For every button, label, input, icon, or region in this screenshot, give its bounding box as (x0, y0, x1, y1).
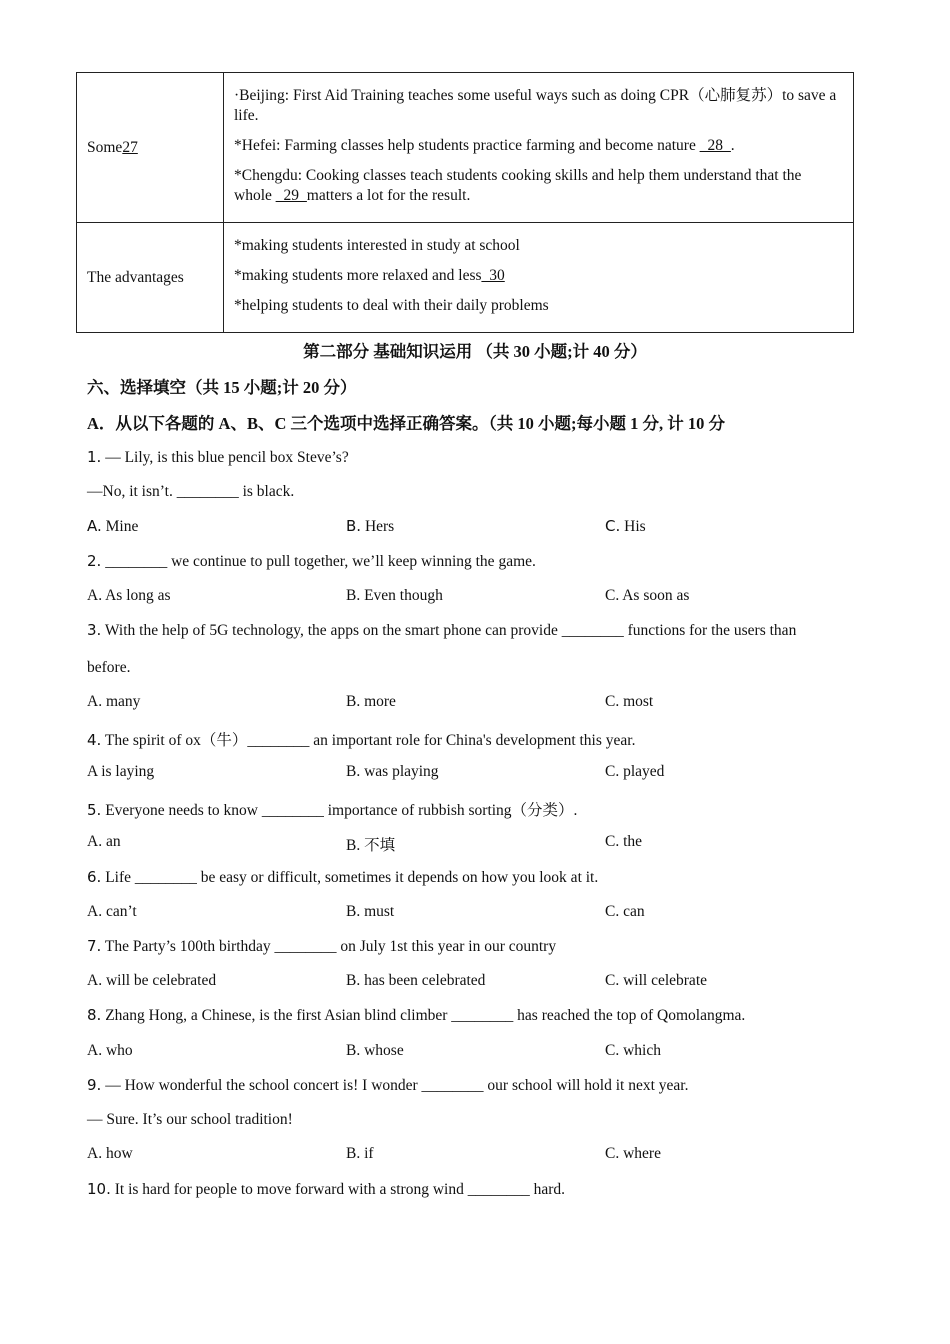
option-a[interactable]: A is laying (87, 763, 155, 780)
item-text: *helping students to deal with their daily problems (234, 297, 549, 314)
option-c[interactable] (605, 517, 646, 536)
option-b[interactable]: B. was playing (346, 763, 439, 780)
question-text: Everyone needs to know ________ importance of rubbish sorting（分类）. (101, 802, 578, 819)
question-1 (87, 448, 349, 467)
content-item (234, 236, 843, 256)
blank-30: _30 (481, 267, 505, 284)
option-a[interactable]: A. how (87, 1145, 133, 1162)
item-after: . (730, 137, 735, 154)
option-c[interactable]: C. which (605, 1042, 661, 1059)
content-item (234, 266, 843, 286)
option-b[interactable] (346, 517, 394, 536)
question-10 (87, 1180, 565, 1199)
question-9-line2: — Sure. It’s our school tradition! (87, 1111, 293, 1128)
item-after: matters a lot for the result. (306, 187, 471, 204)
option-b[interactable]: B. more (346, 693, 396, 710)
option-c[interactable]: C. will celebrate (605, 972, 707, 989)
blank-29: _29_ (275, 187, 307, 204)
table-row (77, 73, 854, 223)
row-content (224, 223, 854, 333)
option-c[interactable]: C. most (605, 693, 654, 710)
option-a[interactable]: A. who (87, 1042, 133, 1059)
question-number: 8. (87, 1006, 102, 1024)
option-a[interactable] (87, 517, 138, 536)
question-6 (87, 868, 598, 887)
question-8 (87, 1006, 745, 1025)
option-c[interactable]: C. the (605, 833, 643, 850)
question-number: 7. (87, 937, 102, 955)
question-text: — Lily, is this blue pencil box Steve’s? (101, 449, 349, 466)
sectionA-title: A．从以下各题的 A、B、C 三个选项中选择正确答案。（共 10 小题;每小题 1 分, 计 10 分 (87, 414, 725, 433)
label-text: Some (87, 138, 123, 156)
question-number: 1. (87, 448, 102, 466)
question-2 (87, 552, 536, 571)
question-number: 3. (87, 621, 102, 639)
option-b[interactable]: B. 不填 (346, 837, 396, 854)
part2-title: 第二部分 基础知识运用 （共 30 小题;计 40 分） (303, 342, 647, 361)
option-b[interactable]: B. has been celebrated (346, 972, 486, 989)
content-item (234, 296, 843, 316)
question-text: The spirit of ox（牛）________ an important role for China's development this year. (101, 732, 636, 749)
option-c[interactable]: C. played (605, 763, 665, 780)
option-a[interactable]: A. can’t (87, 903, 137, 920)
blank-28: _28_ (699, 137, 731, 154)
question-number: 2. (87, 552, 102, 570)
option-c[interactable]: C. where (605, 1145, 661, 1162)
option-b[interactable]: B. must (346, 903, 395, 920)
question-number: 5. (87, 801, 102, 819)
option-letter: B. (346, 517, 362, 535)
row-label (77, 73, 224, 223)
question-text: It is hard for people to move forward with a strong wind ________ hard. (110, 1181, 565, 1198)
question-text: With the help of 5G technology, the apps on the smart phone can provide ________ functions for the users than (101, 622, 797, 639)
question-1-line2: —No, it isn’t. ________ is black. (87, 483, 295, 500)
question-text: The Party’s 100th birthday ________ on July 1st this year in our country (101, 938, 557, 955)
option-c[interactable]: C. can (605, 903, 645, 920)
option-b[interactable]: B. Even though (346, 587, 443, 604)
item-text: *Chengdu: Cooking classes teach students cooking skills and help them understand that the whole (234, 167, 802, 204)
question-5 (87, 798, 577, 820)
question-number: 9. (87, 1076, 102, 1094)
option-text: Mine (101, 518, 139, 535)
item-text: ·Beijing: First Aid Training teaches some useful ways such as doing CPR（心肺复苏）to save a life. (234, 87, 837, 124)
item-text: *Hefei: Farming classes help students practice farming and become nature (234, 137, 700, 154)
option-a[interactable]: A. As long as (87, 587, 171, 604)
item-text: *making students interested in study at school (234, 237, 520, 254)
table-row (77, 223, 854, 333)
question-number: 4. (87, 731, 102, 749)
row-label (77, 223, 224, 333)
question-9 (87, 1076, 688, 1095)
reading-table (76, 72, 854, 333)
question-text: Zhang Hong, a Chinese, is the first Asian blind climber ________ has reached the top of Qomolangma. (101, 1007, 746, 1024)
option-letter: C. (605, 517, 621, 535)
label-text: The advantages (87, 268, 184, 286)
content-item (234, 86, 843, 126)
question-7 (87, 937, 556, 956)
option-text: His (620, 518, 646, 535)
question-number: 6. (87, 868, 102, 886)
option-text: Hers (361, 518, 395, 535)
section6-title: 六、选择填空（共 15 小题;计 20 分） (87, 378, 357, 397)
content-item (234, 166, 843, 206)
blank-27: 27 (122, 138, 138, 156)
option-a[interactable]: A. will be celebrated (87, 972, 217, 989)
option-letter: A. (87, 517, 102, 535)
option-b[interactable]: B. if (346, 1145, 374, 1162)
question-number: 10. (87, 1180, 111, 1198)
question-4 (87, 728, 635, 750)
question-3-line2: before. (87, 659, 131, 676)
option-c[interactable]: C. As soon as (605, 587, 690, 604)
item-text: *making students more relaxed and less (234, 267, 482, 284)
question-text: Life ________ be easy or difficult, sometimes it depends on how you look at it. (101, 869, 599, 886)
option-b[interactable]: B. whose (346, 1042, 404, 1059)
question-text: — How wonderful the school concert is! I wonder ________ our school will hold it next year. (101, 1077, 689, 1094)
row-content (224, 73, 854, 223)
content-item (234, 136, 843, 156)
question-text: ________ we continue to pull together, we’ll keep winning the game. (101, 553, 536, 570)
option-a[interactable]: A. an (87, 833, 121, 850)
option-a[interactable]: A. many (87, 693, 141, 710)
question-3 (87, 621, 796, 640)
